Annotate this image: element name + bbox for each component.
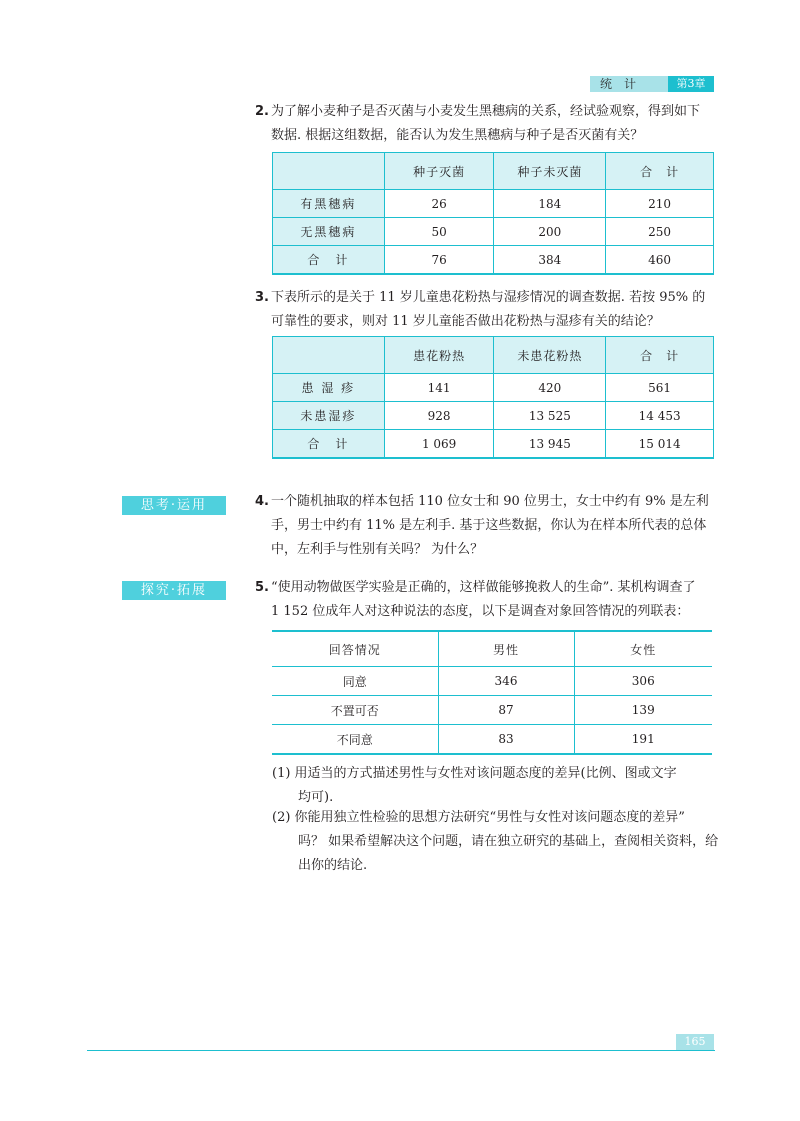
table-cell: 26 [384, 190, 494, 218]
question-text: 可靠性的要求，则对 11 岁儿童能否做出花粉热与湿疹有关的结论？ [271, 314, 660, 329]
table-cell: 139 [574, 696, 712, 725]
table-header-row [272, 631, 712, 667]
table-cell: 15 014 [606, 430, 714, 459]
question-5 [255, 576, 725, 624]
table-header-cell: 合 计 [606, 153, 714, 190]
question-number: 4. [255, 494, 269, 509]
question-text: 一个随机抽取的样本包括 110 位女士和 90 位男士，女士中约有 9% 是左利 [271, 494, 709, 509]
chapter-title: 统计 [600, 77, 649, 91]
table-cell: 928 [384, 402, 494, 430]
question-text: 手，男士中约有 11% 是左利手. 基于这些数据，你认为在样本所代表的总体 [271, 518, 707, 533]
table-cell: 有黑穗病 [273, 190, 385, 218]
table-cell: 141 [384, 374, 494, 402]
question-text: 数据. 根据这组数据，能否认为发生黑穗病与种子是否灭菌有关？ [271, 128, 644, 143]
table-cell: 250 [606, 218, 714, 246]
table-survey [272, 630, 712, 755]
question-4 [255, 490, 725, 562]
table-cell: 191 [574, 725, 712, 755]
sub-question-2 [272, 806, 722, 878]
question-number: 3. [255, 290, 269, 305]
chapter-label: 第3章 [668, 76, 714, 92]
table-cell: 83 [438, 725, 574, 755]
table-cell: 14 453 [606, 402, 714, 430]
table-header-row [273, 337, 714, 374]
table-cell: 合 计 [273, 246, 385, 275]
table-cell: 460 [606, 246, 714, 275]
table-row [273, 190, 714, 218]
table-row [273, 402, 714, 430]
table-cell: 13 945 [494, 430, 606, 459]
sub-question-1 [272, 762, 722, 810]
table-hayfever [272, 336, 714, 459]
table-header-cell: 合 计 [606, 337, 714, 374]
table-row [273, 246, 714, 275]
sub-question-text: 均可). [298, 790, 334, 805]
question-2 [255, 100, 725, 148]
table-cell: 76 [384, 246, 494, 275]
table-cell: 不置可否 [272, 696, 438, 725]
table-row [272, 696, 712, 725]
table-cell: 1 069 [384, 430, 494, 459]
page-number: 165 [676, 1034, 714, 1050]
table-cell: 13 525 [494, 402, 606, 430]
question-text: 下表所示的是关于 11 岁儿童患花粉热与湿疹情况的调查数据. 若按 95% 的 [271, 290, 706, 305]
section-tag-think: 思考·运用 [122, 496, 226, 515]
table-cell: 200 [494, 218, 606, 246]
table-row [272, 725, 712, 755]
table-cell: 50 [384, 218, 494, 246]
table-cell: 346 [438, 667, 574, 696]
table-header-cell: 男性 [438, 631, 574, 667]
question-text: 中，左利手与性别有关吗？ 为什么？ [271, 542, 484, 557]
question-text: 为了解小麦种子是否灭菌与小麦发生黑穗病的关系，经试验观察，得到如下 [271, 104, 701, 119]
table-row [273, 430, 714, 459]
table-header-cell: 种子未灭菌 [494, 153, 606, 190]
question-text: “使用动物做医学实验是正确的，这样做能够挽救人的生命”. 某机构调查了 [271, 580, 696, 595]
sub-question-text: 出你的结论. [298, 858, 368, 873]
table-cell: 306 [574, 667, 712, 696]
question-number: 2. [255, 104, 269, 119]
question-3 [255, 286, 725, 334]
table-cell: 合 计 [273, 430, 385, 459]
table-cell: 患 湿 疹 [273, 374, 385, 402]
sub-question-text: (2) 你能用独立性检验的思想方法研究“男性与女性对该问题态度的差异” [272, 810, 685, 825]
table-header-cell: 患花粉热 [384, 337, 494, 374]
table-cell: 184 [494, 190, 606, 218]
table-cell: 不同意 [272, 725, 438, 755]
table-row [273, 218, 714, 246]
table-cell: 210 [606, 190, 714, 218]
table-cell: 384 [494, 246, 606, 275]
table-row [272, 667, 712, 696]
sub-question-text: 吗？ 如果希望解决这个问题，请在独立研究的基础上，查阅相关资料，给 [298, 834, 719, 849]
table-header-cell: 回答情况 [272, 631, 438, 667]
table-cell: 同意 [272, 667, 438, 696]
table-header-cell: 未患花粉热 [494, 337, 606, 374]
table-header-cell: 女性 [574, 631, 712, 667]
question-text: 1 152 位成年人对这种说法的态度，以下是调查对象回答情况的列联表： [271, 604, 690, 619]
table-row [273, 374, 714, 402]
table-blackhead [272, 152, 714, 275]
question-number: 5. [255, 580, 269, 595]
table-cell: 87 [438, 696, 574, 725]
table-cell: 561 [606, 374, 714, 402]
footer-line [87, 1050, 715, 1051]
sub-question-text: (1) 用适当的方式描述男性与女性对该问题态度的差异(比例、图或文字 [272, 766, 677, 781]
table-header-cell [273, 337, 385, 374]
table-header-cell [273, 153, 385, 190]
section-tag-explore: 探究·拓展 [122, 581, 226, 600]
table-header-cell: 种子灭菌 [384, 153, 494, 190]
table-cell: 未患湿疹 [273, 402, 385, 430]
table-header-row [273, 153, 714, 190]
table-cell: 420 [494, 374, 606, 402]
table-cell: 无黑穗病 [273, 218, 385, 246]
